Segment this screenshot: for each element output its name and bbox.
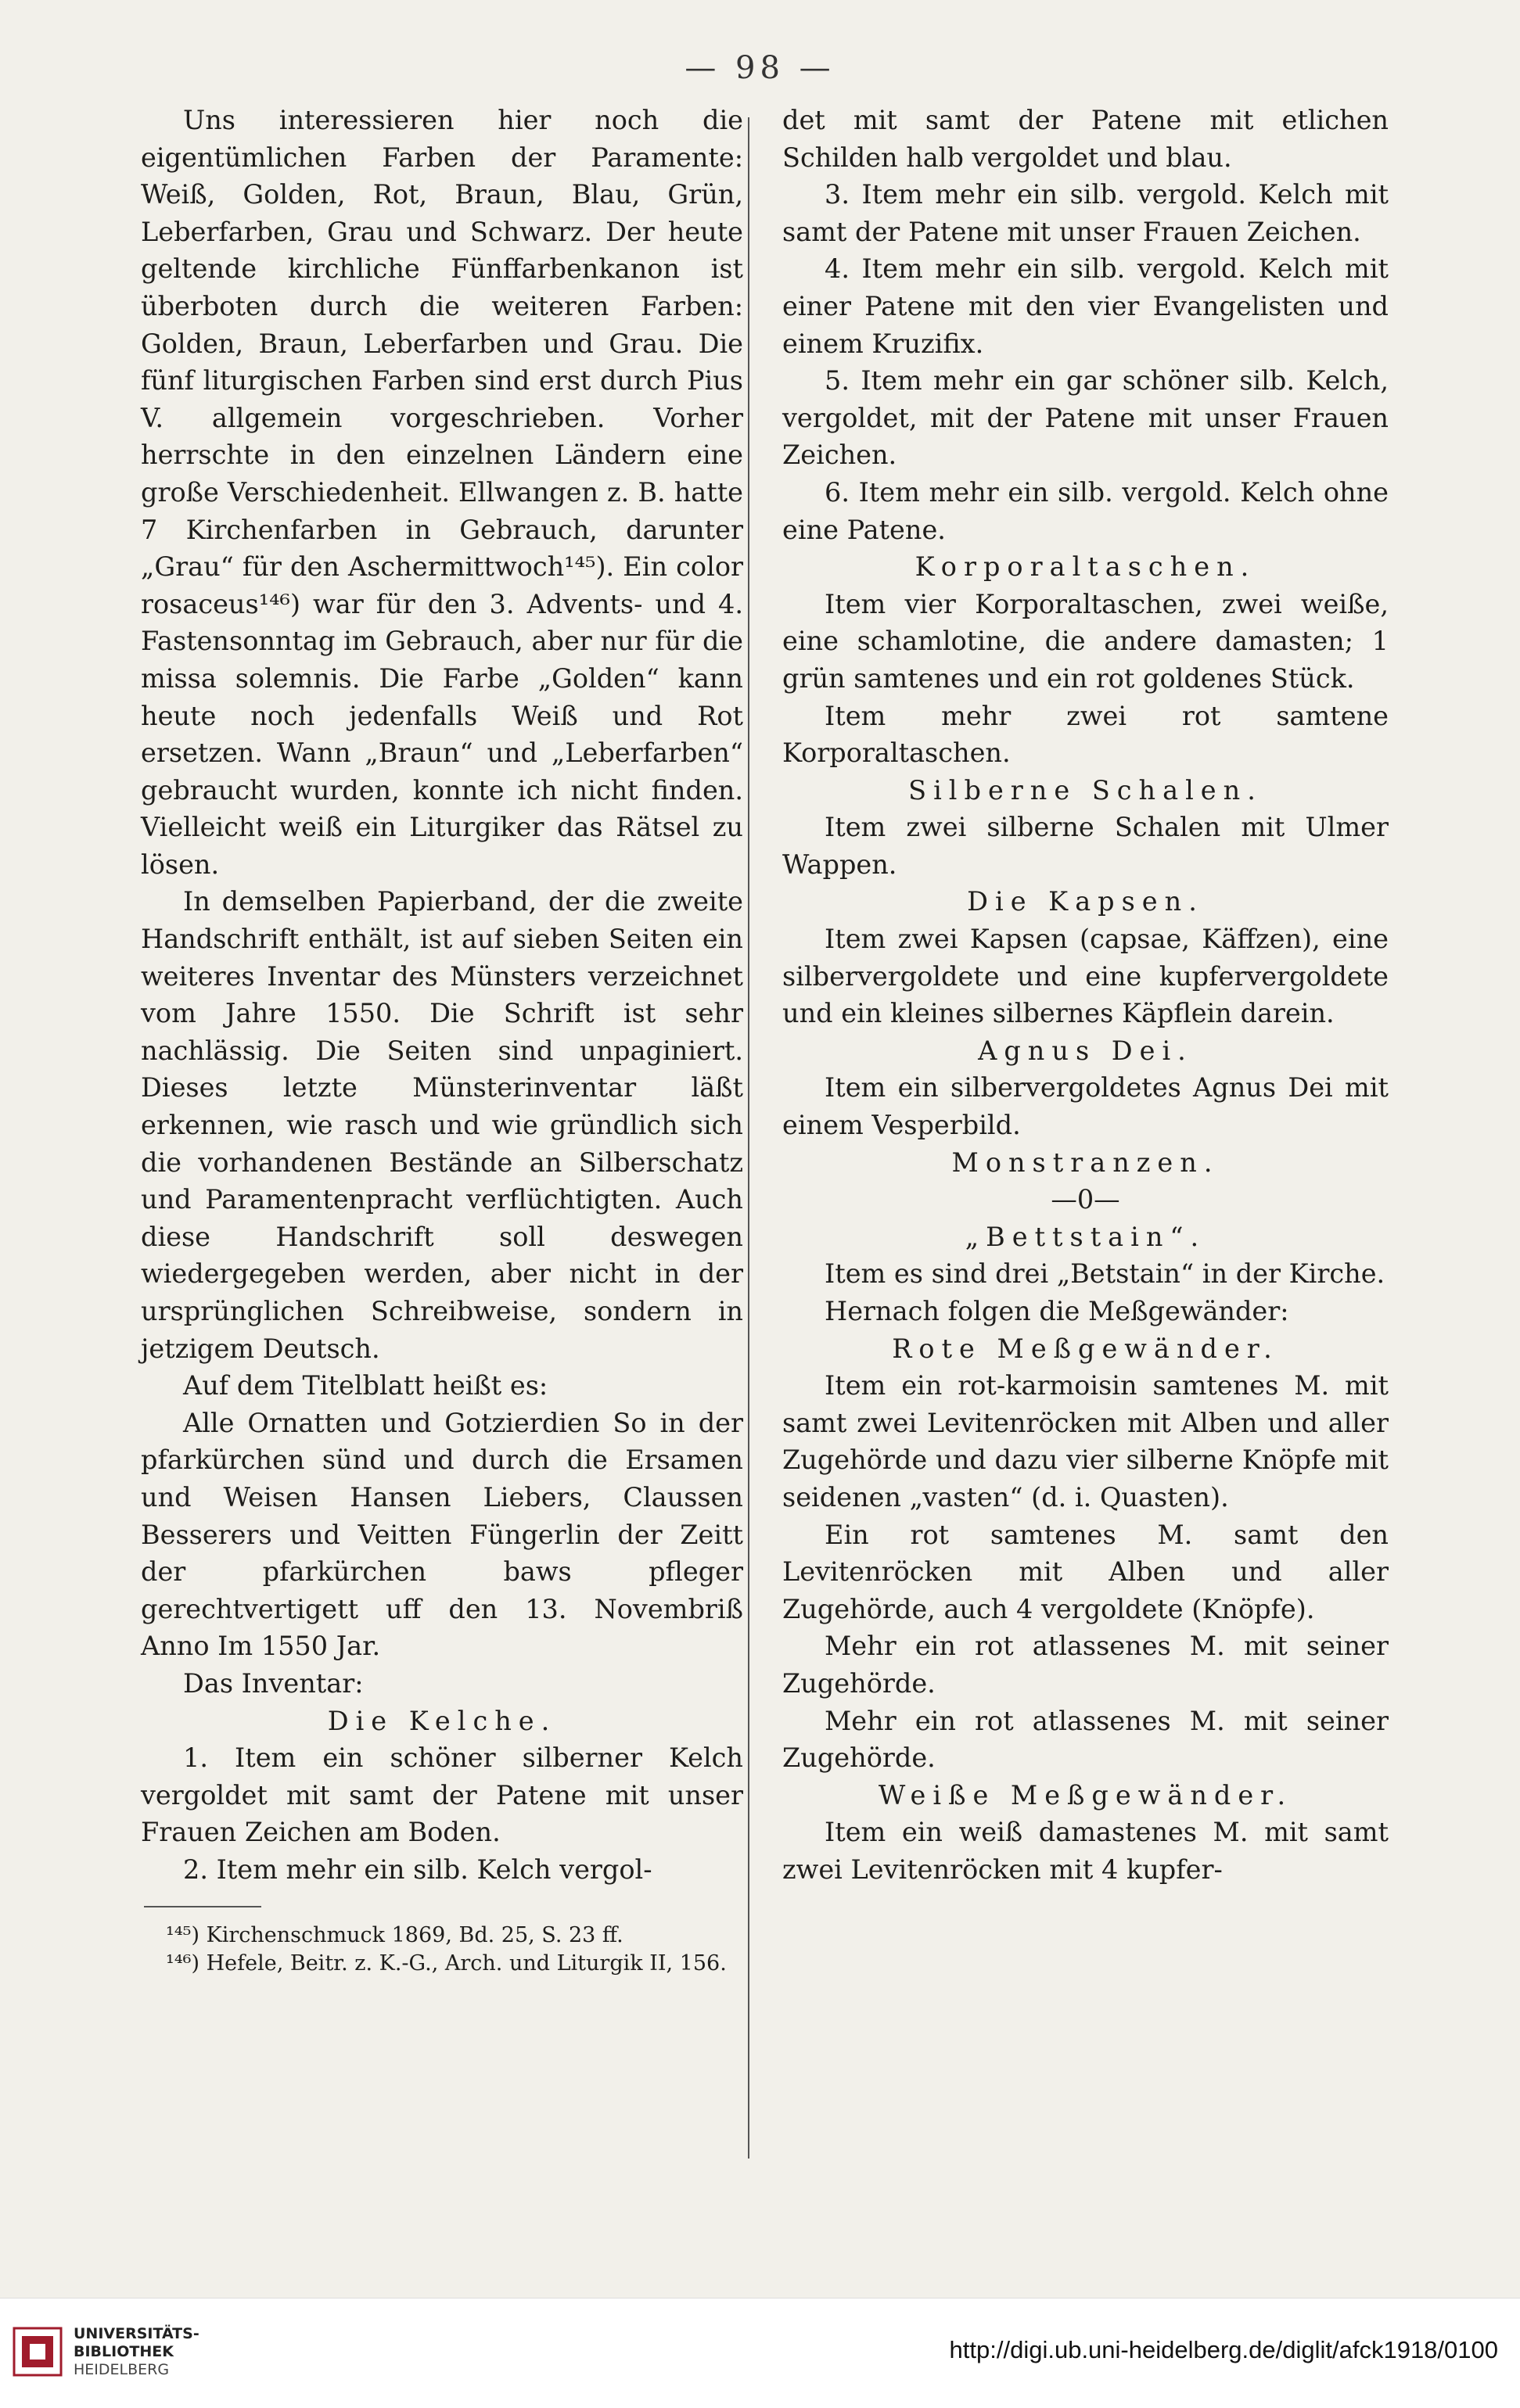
logo-line: HEIDELBERG <box>74 2361 170 2378</box>
section-heading: Die Kelche. <box>327 1705 557 1736</box>
paragraph: Uns interessieren hier noch die eigentümlichen Farben der Paramente: Weiß, Golden, Rot, Braun, Blau, Grün, Leberfarben, Grau und Schwarz. Der heute geltende kirchliche Fünffarbenkanon ist überboten durch die weiteren Farben: Golden, Braun, Leberfarben und Grau. Die fünf liturgischen Farben sind erst durch Pius V. allgemein vorgeschrieben. Vorher herrschte in den einzelnen Ländern eine große Verschiedenheit. Ellwangen z. B. hatte 7 Kirchenfarben in Gebrauch, darunter „Grau“ für den Aschermittwoch¹⁴⁵). Ein color rosaceus¹⁴⁶) war für den 3. Advents- und 4. Fastensonntag im Gebrauch, aber nur für die missa solemnis. Die Farbe „Golden“ kann heute noch jedenfalls Weiß und Rot ersetzen. Wann „Braun“ und „Leberfarben“ gebraucht wurden, konnte ich nicht finden. Vielleicht weiß ein Liturgiker das Rätsel zu lösen. <box>141 105 743 880</box>
inventory-item: 6. Item mehr ein silb. vergold. Kelch ohne eine Patene. <box>782 476 1389 545</box>
section-heading: Monstranzen. <box>951 1147 1220 1178</box>
section-heading: Agnus Dei. <box>978 1035 1193 1066</box>
footnotes <box>141 1922 743 1978</box>
paragraph: Mehr ein rot atlassenes M. mit seiner Zugehörde. <box>782 1705 1389 1774</box>
paragraph: Alle Ornatten und Gotzierdien So in der pfarkürchen sünd und durch die Ersamen und Weisen Hansen Liebers, Claussen Besserers und Veitten Füngerlin der Zeitt der pfarkürchen baws pfleger gerechtvertigett uff den 13. Novembriß Anno Im 1550 Jar. <box>141 1407 743 1662</box>
column-divider <box>748 117 749 2159</box>
paragraph: Item ein weiß damastenes M. mit samt zwei Levitenröcken mit 4 kupfer- <box>782 1817 1389 1885</box>
paragraph: Das Inventar: <box>183 1667 364 1699</box>
inventory-item: 5. Item mehr ein gar schöner silb. Kelch, vergoldet, mit der Patene mit unser Frauen Zeichen. <box>782 365 1389 471</box>
paragraph: Mehr ein rot atlassenes M. mit seiner Zugehörde. <box>782 1631 1389 1699</box>
paragraph: Item ein rot-karmoisin samtenes M. mit samt zwei Levitenröcken mit Alben und aller Zugehörde und dazu vier silberne Knöpfe mit seidenen „vasten“ (d. i. Quasten). <box>782 1370 1389 1513</box>
section-heading: „Bettstain“. <box>965 1221 1206 1252</box>
page-number: — 98 — <box>685 50 835 86</box>
paragraph: Item es sind drei „Betstain“ in der Kirche. <box>825 1258 1385 1290</box>
footer-bar <box>0 2298 1520 2408</box>
footnote: ¹⁴⁶) Hefele, Beitr. z. K.-G., Arch. und Liturgik II, 156. <box>166 1950 727 1976</box>
section-heading: Silberne Schalen. <box>908 774 1263 806</box>
paragraph: Item zwei Kapsen (capsae, Käffzen), eine silbervergoldete und eine kupfervergoldete und ein kleines silbernes Käpflein darein. <box>782 924 1389 1029</box>
footnote-rule <box>144 1906 261 1907</box>
logo-line: BIBLIOTHEK <box>74 2343 174 2360</box>
left-column <box>141 102 743 1978</box>
paragraph: Item ein silbervergoldetes Agnus Dei mit einem Vesperbild. <box>782 1072 1389 1141</box>
library-logo <box>13 2322 247 2391</box>
inventory-item: 3. Item mehr ein silb. vergold. Kelch mit samt der Patene mit unser Frauen Zeichen. <box>782 179 1389 247</box>
paragraph: det mit samt der Patene mit etlichen Schilden halb vergoldet und blau. <box>782 105 1389 173</box>
section-heading: Weiße Meßgewänder. <box>878 1779 1293 1810</box>
paragraph: In demselben Papierband, der die zweite Handschrift enthält, ist auf sieben Seiten ein weiteres Inventar des Münsters verzeichnet vom Jahre 1550. Die Schrift ist sehr nachlässig. Die Seiten sind unpaginiert. Dieses letzte Münsterinventar läßt erkennen, wie rasch und wie gründlich sich die vorhandenen Bestände an Silberschatz und Paramentenpracht verflüchtigten. Auch diese Handschrift soll deswegen wiedergegeben werden, aber nicht in der ursprünglichen Schreibweise, sondern in jetzigem Deutsch. <box>141 886 743 1364</box>
footnote: ¹⁴⁵) Kirchenschmuck 1869, Bd. 25, S. 23 ff. <box>166 1922 623 1947</box>
paragraph: Item mehr zwei rot samtene Korporaltaschen. <box>782 700 1389 769</box>
paragraph: Ein rot samtenes M. samt den Levitenröcken mit Alben und aller Zugehörde, auch 4 vergoldete (Knöpfe). <box>782 1519 1389 1624</box>
section-heading: Rote Meßgewänder. <box>892 1333 1279 1364</box>
right-column <box>782 102 1389 1889</box>
inventory-item: 4. Item mehr ein silb. vergold. Kelch mit einer Patene mit den vier Evangelisten und einem Kruzifix. <box>782 253 1389 359</box>
section-heading: Korporaltaschen. <box>915 551 1256 583</box>
permalink[interactable]: http://digi.ub.uni-heidelberg.de/diglit/afck1918/0100 <box>949 2336 1498 2363</box>
empty-mark: —0— <box>1051 1184 1120 1215</box>
library-seal-icon <box>13 2327 63 2377</box>
section-heading: Die Kapsen. <box>967 886 1204 917</box>
paragraph: Item zwei silberne Schalen mit Ulmer Wappen. <box>782 812 1389 880</box>
inventory-item: 2. Item mehr ein silb. Kelch vergol- <box>183 1854 652 1885</box>
inventory-item: 1. Item ein schöner silberner Kelch vergoldet mit samt der Patene mit unser Frauen Zeichen am Boden. <box>141 1742 743 1848</box>
paragraph: Item vier Korporaltaschen, zwei weiße, eine schamlotine, die andere damasten; 1 grün samtenes und ein rot goldenes Stück. <box>782 588 1389 694</box>
paragraph: Auf dem Titelblatt heißt es: <box>183 1370 548 1401</box>
logo-line: UNIVERSITÄTS- <box>74 2325 199 2342</box>
paragraph: Hernach folgen die Meßgewänder: <box>825 1296 1289 1326</box>
